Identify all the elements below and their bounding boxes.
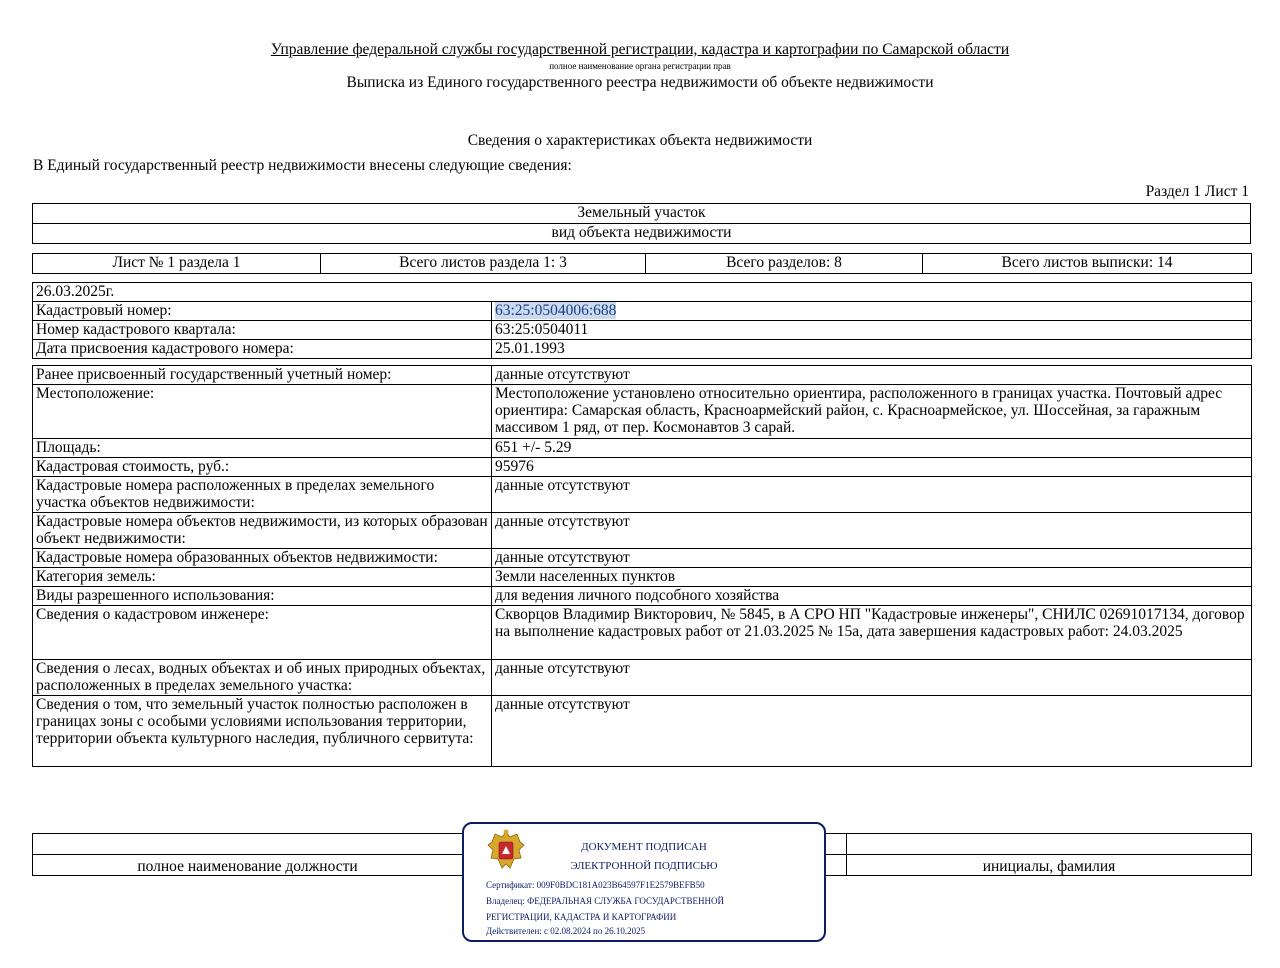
organization-caption: полное наименование органа регистрации прав bbox=[549, 61, 731, 71]
table-row bbox=[33, 568, 1252, 587]
stamp-certificate: Сертификат: 009F0BDC181A023B64597F1E2579BEFB50 bbox=[486, 880, 705, 890]
sheets-table bbox=[32, 253, 1252, 274]
row-label: Сведения о том, что земельный участок полностью расположен в границах зоны с особыми условиями использования территории, территории объекта культурного наследия, публичного сервитута: bbox=[33, 696, 492, 767]
electronic-signature-stamp bbox=[462, 822, 826, 942]
cadastral-number-value[interactable] bbox=[492, 302, 1252, 321]
table-row bbox=[33, 477, 1252, 513]
object-type-caption: вид объекта недвижимости bbox=[33, 224, 1251, 244]
stamp-subtitle: ЭЛЕКТРОННОЙ ПОДПИСЬЮ bbox=[570, 860, 718, 872]
total-sheets: Всего листов выписки: 14 bbox=[923, 254, 1252, 274]
row-label: Площадь: bbox=[33, 439, 492, 458]
table-row bbox=[33, 696, 1252, 767]
intro-text: В Единый государственный реестр недвижимости внесены следующие сведения: bbox=[33, 157, 572, 174]
row-value: данные отсутствуют bbox=[492, 660, 1252, 696]
table-row bbox=[33, 606, 1252, 660]
table-row bbox=[33, 549, 1252, 568]
table-gap bbox=[33, 359, 1252, 366]
name-caption: инициалы, фамилия bbox=[847, 855, 1252, 876]
total-sheets-section: Всего листов раздела 1: 3 bbox=[321, 254, 646, 274]
row-value: данные отсутствуют bbox=[492, 549, 1252, 568]
organization-name: Управление федеральной службы государственной регистрации, кадастра и картографии по Самарской области bbox=[270, 41, 1010, 58]
row-value: Скворцов Владимир Викторович, № 5845, в А СРО НП "Кадастровые инженеры", СНИЛС 02691017134, договор на выполнение кадастровых работ от 21.03.2025 № 15а, дата завершения кадастровых работ: 24.03.2025 bbox=[492, 606, 1252, 660]
row-value: данные отсутствуют bbox=[492, 513, 1252, 549]
table-row bbox=[33, 340, 1252, 359]
sheet-number: Лист № 1 раздела 1 bbox=[33, 254, 321, 274]
stamp-title: ДОКУМЕНТ ПОДПИСАН bbox=[581, 841, 707, 853]
row-value: 63:25:0504011 bbox=[492, 321, 1252, 340]
row-value: Местоположение установлено относительно ориентира, расположенного в границах участка. Почтовый адрес ориентира: Самарская область, Красноармейский район, с. Красноармейское, ул. Шоссейная, за гаражным массивом 1 ряд, от пер. Космонавтов 3 сарай. bbox=[492, 385, 1252, 439]
table-row bbox=[33, 587, 1252, 606]
document-title: Выписка из Единого государственного реестра недвижимости об объекте недвижимости bbox=[346, 74, 934, 91]
row-value: данные отсутствуют bbox=[492, 477, 1252, 513]
stamp-validity: Действителен: с 02.08.2024 по 26.10.2025 bbox=[486, 926, 646, 936]
row-label: Категория земель: bbox=[33, 568, 492, 587]
row-value: данные отсутствуют bbox=[492, 696, 1252, 767]
table-row bbox=[33, 439, 1252, 458]
row-value: 651 +/- 5.29 bbox=[492, 439, 1252, 458]
total-sections: Всего разделов: 8 bbox=[646, 254, 923, 274]
row-label: Местоположение: bbox=[33, 385, 492, 439]
table-row bbox=[33, 458, 1252, 477]
property-details-table bbox=[32, 282, 1252, 767]
object-type: Земельный участок bbox=[33, 204, 1251, 224]
row-value: 95976 bbox=[492, 458, 1252, 477]
row-label: Дата присвоения кадастрового номера: bbox=[33, 340, 492, 359]
table-row bbox=[33, 385, 1252, 439]
row-label: Кадастровые номера объектов недвижимости, из которых образован объект недвижимости: bbox=[33, 513, 492, 549]
row-label: Сведения о кадастровом инженере: bbox=[33, 606, 492, 660]
section-title: Сведения о характеристиках объекта недвижимости bbox=[467, 132, 813, 149]
row-value: для ведения личного подсобного хозяйства bbox=[492, 587, 1252, 606]
stamp-owner-continued: РЕГИСТРАЦИИ, КАДАСТРА И КАРТОГРАФИИ bbox=[486, 912, 677, 922]
table-row bbox=[33, 302, 1252, 321]
row-label: Кадастровые номера образованных объектов недвижимости: bbox=[33, 549, 492, 568]
table-row bbox=[33, 366, 1252, 385]
row-label: Кадастровый номер: bbox=[33, 302, 492, 321]
row-value: данные отсутствуют bbox=[492, 366, 1252, 385]
row-label: Кадастровые номера расположенных в пределах земельного участка объектов недвижимости: bbox=[33, 477, 492, 513]
row-value: Земли населенных пунктов bbox=[492, 568, 1252, 587]
table-row bbox=[33, 660, 1252, 696]
row-label: Ранее присвоенный государственный учетный номер: bbox=[33, 366, 492, 385]
selected-text[interactable]: 63:25:0504006:688 bbox=[495, 302, 617, 319]
stamp-owner: Владелец: ФЕДЕРАЛЬНАЯ СЛУЖБА ГОСУДАРСТВЕННОЙ bbox=[486, 896, 725, 906]
section-sheet-label: Раздел 1 Лист 1 bbox=[1145, 183, 1249, 200]
table-row bbox=[33, 513, 1252, 549]
row-label: Кадастровая стоимость, руб.: bbox=[33, 458, 492, 477]
table-row bbox=[33, 321, 1252, 340]
position-caption: полное наименование должности bbox=[33, 855, 463, 876]
extract-date: 26.03.2025г. bbox=[33, 283, 1252, 302]
position-field bbox=[33, 834, 463, 855]
row-value: 25.01.1993 bbox=[492, 340, 1252, 359]
row-label: Виды разрешенного использования: bbox=[33, 587, 492, 606]
object-type-table bbox=[32, 203, 1251, 244]
row-label: Номер кадастрового квартала: bbox=[33, 321, 492, 340]
name-field bbox=[847, 834, 1252, 855]
row-label: Сведения о лесах, водных объектах и об иных природных объектах, расположенных в пределах земельного участка: bbox=[33, 660, 492, 696]
